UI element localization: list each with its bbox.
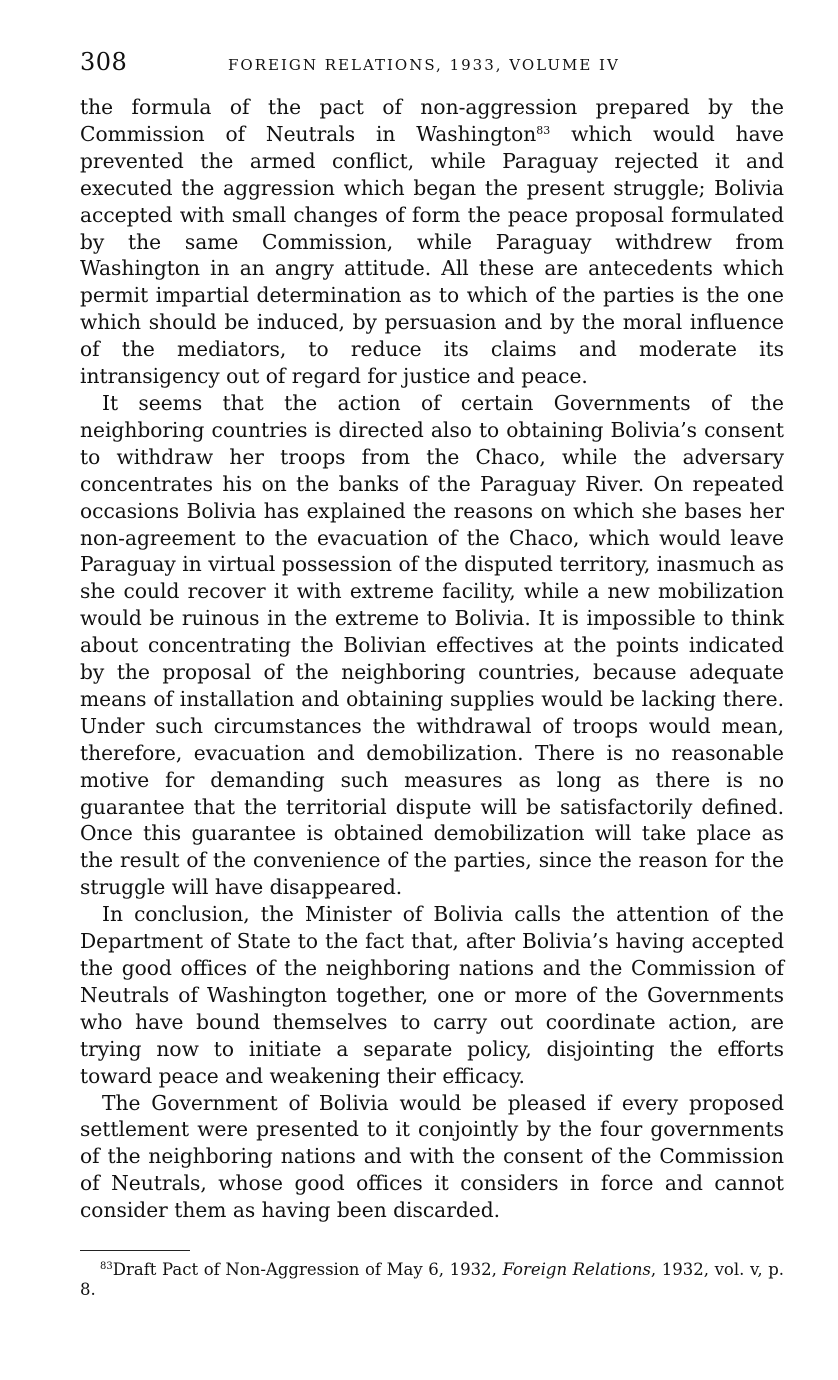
page-header bbox=[80, 48, 784, 82]
footnote-marker: 83 bbox=[100, 1261, 113, 1273]
footnote-reference: 83 bbox=[536, 123, 551, 137]
footnote bbox=[80, 1260, 784, 1300]
paragraph-text: which would have prevented the armed conflict, while Paraguay rejected it and executed the aggression which began the present struggle; Bolivia accepted with small changes of form the peace proposal formulated by the same Commission, while Paraguay withdrew from Washington in an angry attitude. All these are antecedents which permit impartial determination as to which of the parties is the one which should be induced, by persuasion and by the moral influence of the mediators, to reduce its claims and moderate its intransigency out of regard for justice and peace. bbox=[80, 121, 784, 389]
page-number: 308 bbox=[80, 48, 128, 76]
paragraph-text: the formula of the pact of non-aggression prepared by the Commission of Neutrals in Washington bbox=[80, 95, 784, 146]
running-head: FOREIGN RELATIONS, 1933, VOLUME IV bbox=[228, 56, 620, 74]
body-text bbox=[80, 94, 784, 1224]
paragraph: In conclusion, the Minister of Bolivia calls the attention of the Department of State to the fact that, after Bolivia’s having accepted the good offices of the neighboring nations and the Commission of Neutrals of Washington together, one or more of the Governments who have bound themselves to carry out coordinate action, are trying now to initiate a separate policy, disjointing the efforts toward peace and weakening their efficacy. bbox=[80, 902, 784, 1088]
document-page bbox=[80, 48, 784, 1300]
paragraph: The Government of Bolivia would be pleased if every proposed settlement were presented to it conjointly by the four governments of the neighboring nations and with the consent of the Commission of Neutrals, whose good offices it considers in force and cannot consider them as having been discarded. bbox=[80, 1090, 784, 1223]
footnote-text: , 1932, vol. v, p. 8. bbox=[80, 1260, 785, 1300]
footnote-text: Draft Pact of Non-Aggression of May 6, 1932, bbox=[112, 1260, 503, 1280]
footnote-title: Foreign Relations bbox=[502, 1260, 651, 1280]
paragraph: It seems that the action of certain Governments of the neighboring countries is directed also to obtaining Bolivia’s consent to withdraw her troops from the Chaco, while the adversary concentrates his on the banks of the Paraguay River. On repeated occasions Bolivia has explained the reasons on which she bases her non-agreement to the evacuation of the Chaco, which would leave Paraguay in virtual possession of the disputed territory, inasmuch as she could recover it with extreme facility, while a new mobilization would be ruinous in the extreme to Bolivia. It is impossible to think about concentrating the Bolivian effectives at the points indicated by the proposal of the neighboring countries, because adequate means of installation and obtaining supplies would be lacking there. Under such circumstances the withdrawal of troops would mean, therefore, evacuation and demobilization. There is no reasonable motive for demanding such measures as long as there is no guarantee that the territorial dispute will be satisfactorily defined. Once this guarantee is obtained demobilization will take place as the result of the convenience of the parties, since the reason for the struggle will have disappeared. bbox=[80, 390, 784, 900]
footnote-divider bbox=[80, 1250, 190, 1251]
paragraph-continuation bbox=[80, 94, 784, 390]
